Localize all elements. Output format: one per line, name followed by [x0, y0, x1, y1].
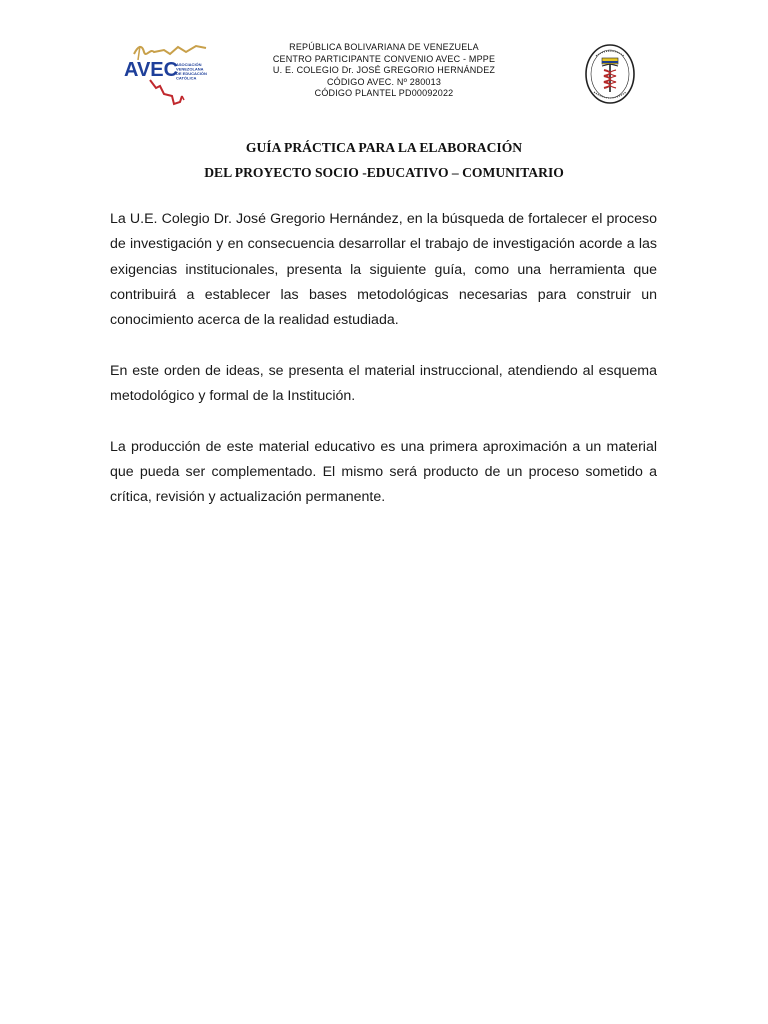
header-line: REPÚBLICA BOLIVARIANA DE VENEZUELA — [289, 42, 479, 52]
title-line-1: GUÍA PRÁCTICA PARA LA ELABORACIÓN — [245, 140, 523, 155]
header-line: U. E. COLEGIO Dr. JOSÉ GREGORIO HERNÁNDEZ — [272, 65, 496, 76]
school-crest-icon — [582, 42, 638, 106]
body-paragraph: La U.E. Colegio Dr. José Gregorio Hernández, en la búsqueda de fortalecer el proceso de investigación y en consecuencia desarrollar el trabajo de investigación acorde a las exigencias institucionales, presenta la siguiente guía, como una herramienta que contribuirá a establecer las bases metodológicas necesarias para construir un conocimiento acerca de la realidad estudiada. — [110, 211, 657, 329]
title-line-2: DEL PROYECTO SOCIO -EDUCATIVO – COMUNITARIO — [204, 165, 564, 180]
document-body — [110, 207, 657, 536]
svg-text:CATÓLICA: CATÓLICA — [176, 75, 197, 81]
svg-text:VENEZOLANA: VENEZOLANA — [176, 66, 204, 72]
header-line: CÓDIGO AVEC. Nº 280013 — [326, 76, 442, 87]
svg-text:DE EDUCACIÓN: DE EDUCACIÓN — [176, 71, 207, 76]
header-line: CENTRO PARTICIPANTE CONVENIO AVEC - MPPE — [272, 53, 496, 64]
document-title — [110, 135, 658, 185]
institution-header — [234, 42, 534, 100]
header-line: CÓDIGO PLANTEL PD00092022 — [314, 88, 454, 99]
body-paragraph: En este orden de ideas, se presenta el material instruccional, atendiendo al esquema metodológico y formal de la Institución. — [110, 362, 657, 405]
avec-acronym: AVEC — [124, 59, 179, 81]
avec-logo-icon — [120, 38, 210, 110]
body-paragraph: La producción de este material educativo es una primera aproximación a un material que pueda ser complementado. El mismo será producto de un proceso sometido a crítica, revisión y actualización permanente. — [110, 438, 657, 506]
svg-text:ASOCIACIÓN: ASOCIACIÓN — [176, 62, 202, 67]
